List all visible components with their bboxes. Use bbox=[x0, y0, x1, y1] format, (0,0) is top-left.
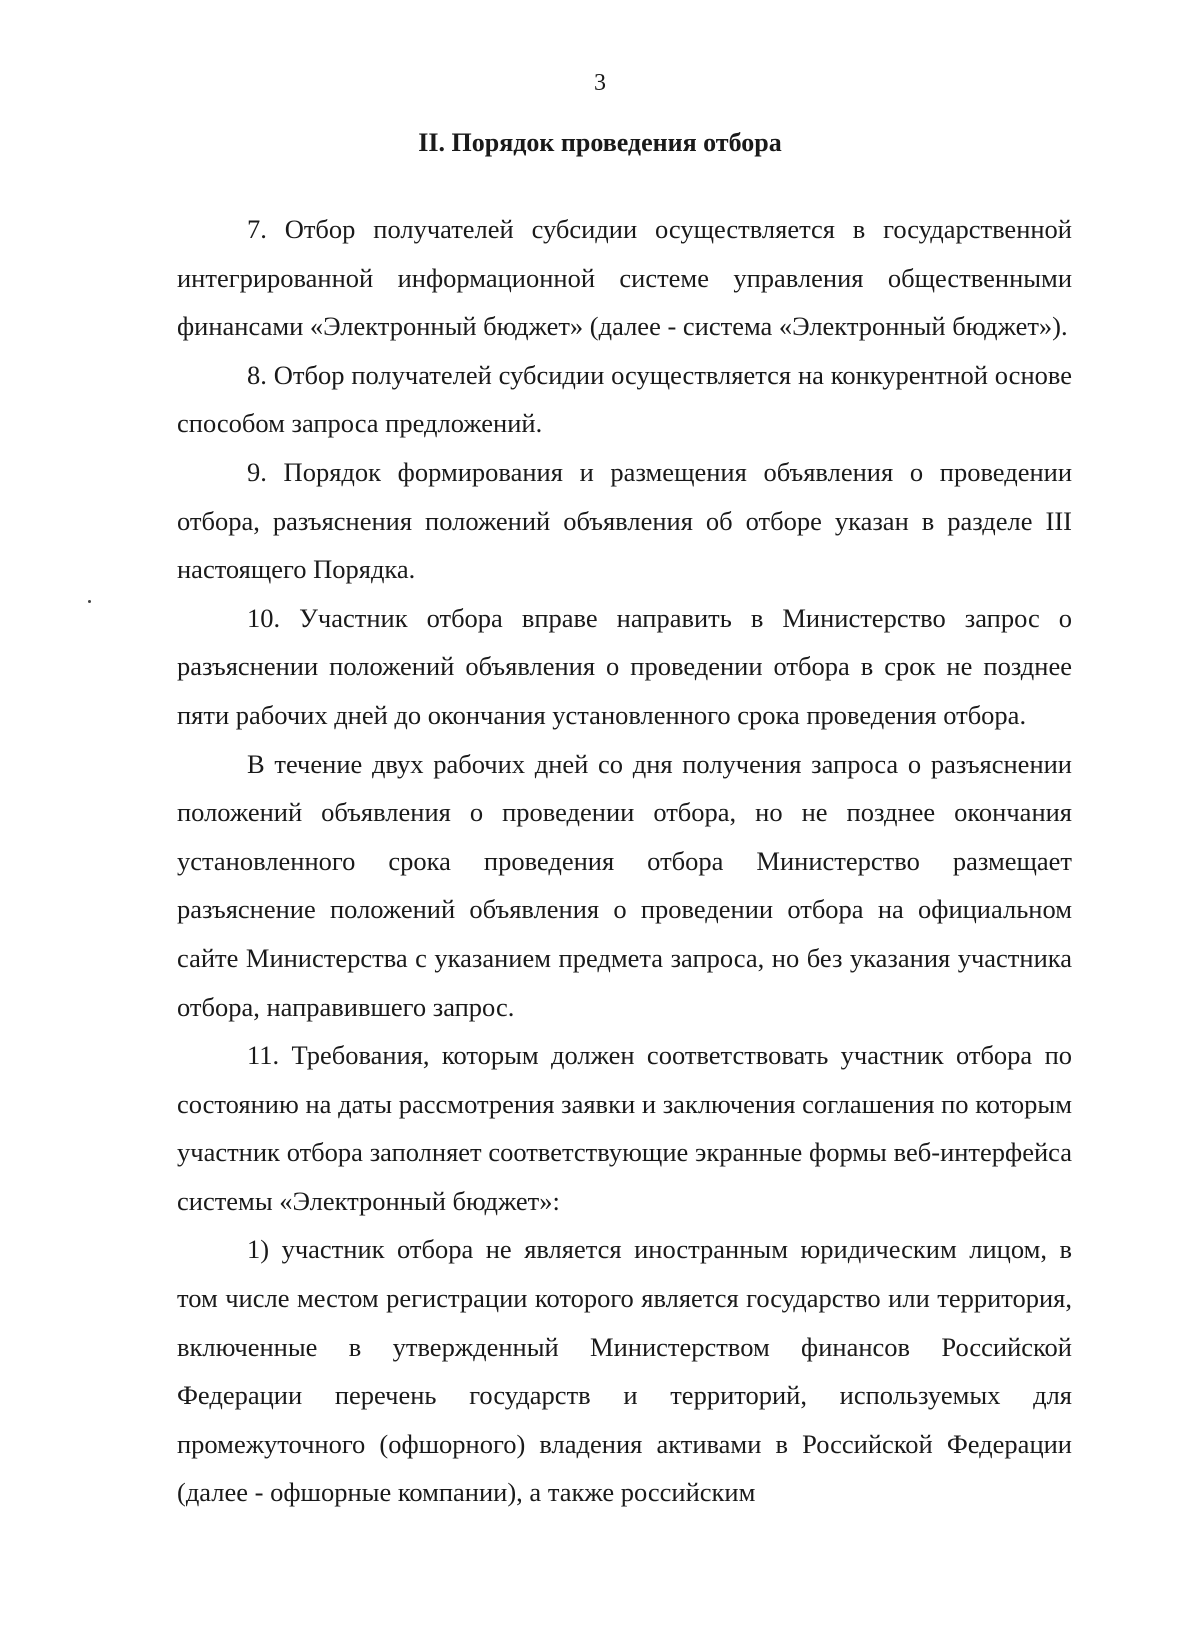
paragraph-10: 10. Участник отбора вправе направить в Министерство запрос о разъяснении положений объявления о проведении отбора в срок не позднее пяти рабочих дней до окончания установленного срока проведения отбора. bbox=[177, 602, 1072, 730]
paragraph-7: 7. Отбор получателей субсидии осуществляется в государственной интегрированной информационной системе управления общественными финансами «Электронный бюджет» (далее - система «Электронный бюджет»). bbox=[177, 214, 1072, 342]
scan-speck bbox=[88, 600, 91, 603]
paragraph-8: 8. Отбор получателей субсидии осуществляется на конкурентной основе способом запроса предложений. bbox=[177, 359, 1072, 439]
paragraph-11: 11. Требования, которым должен соответствовать участник отбора по состоянию на даты рассмотрения заявки и заключения соглашения по которым участник отбора заполняет соответствующие экранные формы веб-интерфейса системы «Электронный бюджет»: bbox=[177, 1040, 1072, 1216]
paragraph-11-item-1: 1) участник отбора не является иностранным юридическим лицом, в том числе местом регистрации которого является государство или территория, включенные в утвержденный Министерством финансов Российской Федерации перечень государств и территорий, используемых для промежуточного (офшорного) владения активами в Российской Федерации (далее - офшорные компании), а также российским bbox=[177, 1234, 1072, 1508]
paragraph-10-continuation: В течение двух рабочих дней со дня получения запроса о разъяснении положений объявления о проведении отбора, но не позднее окончания установленного срока проведения отбора Министерство размещает разъяснение положений объявления о проведении отбора на официальном сайте Министерства с указанием предмета запроса, но без указания участника отбора, направившего запрос. bbox=[177, 748, 1072, 1022]
document-body bbox=[177, 205, 1072, 1517]
paragraph-9: 9. Порядок формирования и размещения объявления о проведении отбора, разъяснения положений объявления об отборе указан в разделе III настоящего Порядка. bbox=[177, 456, 1072, 585]
section-heading: II. Порядок проведения отбора bbox=[418, 128, 782, 157]
page-number: 3 bbox=[594, 70, 606, 96]
